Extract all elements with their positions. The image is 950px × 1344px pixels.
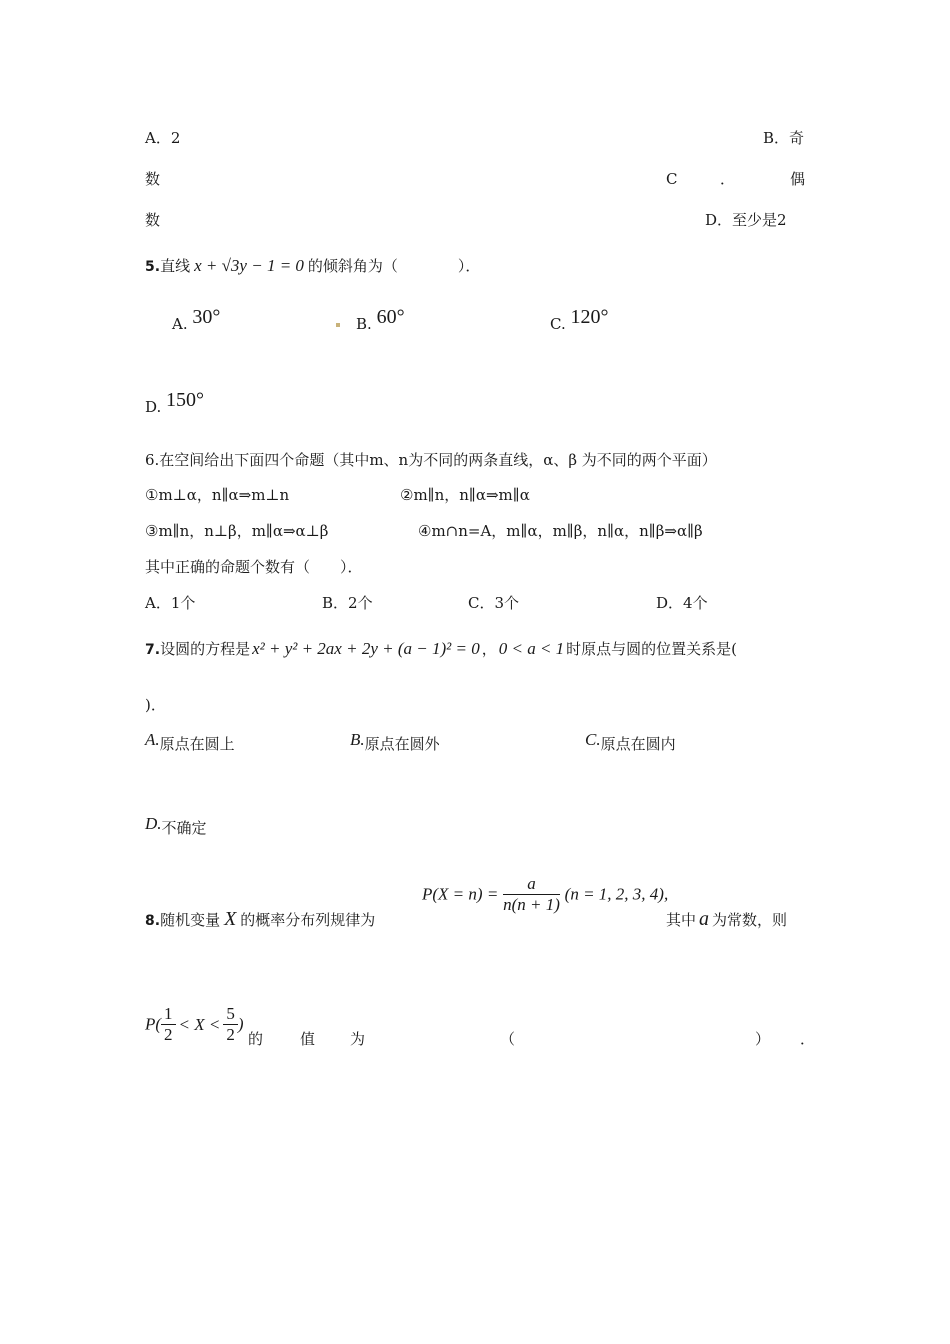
q5-option-c-label: C. <box>550 315 566 333</box>
q4-option-c-right: 偶 <box>790 170 806 188</box>
q5-option-d <box>145 389 205 417</box>
q5-option-d-label: D. <box>145 398 162 416</box>
q7-pre: 设圆的方程是 <box>160 640 251 658</box>
q6-option-b: B．2个 <box>322 594 373 612</box>
q4-option-b: B．奇 <box>763 129 805 147</box>
q7-number: 7. <box>145 642 161 658</box>
q7-comma: ， <box>481 640 497 658</box>
q7-option-a <box>145 730 235 754</box>
q7-option-c-label: C. <box>585 730 601 749</box>
q8-mid: 的概率分布列规律为 <box>240 911 376 929</box>
q7-stem <box>145 639 737 660</box>
q8-end-mark: ． <box>800 1030 816 1048</box>
q8-word-wei: 为 <box>350 1030 366 1048</box>
q8-p-fraction-2 <box>223 1004 238 1045</box>
q8-p-num-2: 5 <box>223 1004 238 1025</box>
q7-option-b-label: B. <box>350 730 365 749</box>
q5-post: 的倾斜角为（ ）． <box>307 257 481 275</box>
q5-stem <box>145 256 480 277</box>
q7-close: )． <box>145 696 166 714</box>
q5-number: 5. <box>145 259 161 275</box>
q7-option-b-text: 原点在圆外 <box>364 735 440 753</box>
q4-option-c-dot: ． <box>720 170 736 188</box>
q5-option-a <box>172 306 221 334</box>
q4-option-d-left: 数 <box>145 211 161 229</box>
q8-p-left: P( <box>145 1014 162 1034</box>
q5-equation: x + √3y − 1 = 0 <box>194 256 304 275</box>
q8-formula-right: (n = 1, 2, 3, 4), <box>564 884 669 904</box>
q6-option-a: A．1个 <box>145 594 196 612</box>
q5-option-c-value: 120° <box>570 306 609 328</box>
q5-option-c <box>550 306 609 334</box>
q5-pre: 直线 <box>160 257 191 275</box>
q7-option-b <box>350 730 440 754</box>
q6-option-c: C．3个 <box>468 594 520 612</box>
q8-formula-denominator: n(n + 1) <box>503 895 560 914</box>
q5-option-b-value: 60° <box>376 306 405 328</box>
q8-probability-expression <box>145 1004 244 1045</box>
q7-option-c-text: 原点在圆内 <box>600 735 676 753</box>
q5-option-a-label: A. <box>172 315 188 333</box>
q8-pre: 随机变量 <box>160 911 221 929</box>
q4-option-c-left: 数 <box>145 170 161 188</box>
q8-formula-numerator: a <box>503 874 560 895</box>
q8-distribution-formula <box>422 874 668 915</box>
q5-option-a-value: 30° <box>192 306 221 328</box>
q6-proposition-1: ①m⊥α，n∥α⇒m⊥n <box>145 486 290 504</box>
q8-p-fraction-1 <box>161 1004 176 1045</box>
q8-tail1: 其中 <box>666 911 697 929</box>
q8-constant: a <box>699 908 710 930</box>
q8-word-zhi: 值 <box>300 1030 316 1048</box>
q7-option-d-text: 不确定 <box>161 819 207 837</box>
q7-equation: x² + y² + 2ax + 2y + (a − 1)² = 0 <box>252 639 480 658</box>
q8-stem-right <box>666 909 787 930</box>
q8-close-paren: ） <box>755 1030 771 1048</box>
q7-option-d-label: D. <box>145 814 162 833</box>
q6-option-d: D．4个 <box>656 594 708 612</box>
q7-option-a-label: A. <box>145 730 160 749</box>
q8-word-de: 的 <box>248 1030 264 1048</box>
q7-option-a-text: 原点在圆上 <box>159 735 235 753</box>
q6-question: 其中正确的命题个数有（ ）． <box>145 558 363 576</box>
q4-option-d: D．至少是2 <box>705 211 787 229</box>
q8-p-den-1: 2 <box>164 1025 173 1044</box>
q8-tail2: 为常数，则 <box>712 911 788 929</box>
q6-proposition-3: ③m∥n，n⊥β，m∥α⇒α⊥β <box>145 522 329 540</box>
q7-option-c <box>585 730 676 754</box>
q7-condition: 0 < a < 1 <box>498 639 565 658</box>
q6-proposition-2: ②m∥n，n∥α⇒m∥α <box>400 486 530 504</box>
q8-p-num-1: 1 <box>161 1004 176 1025</box>
q5-option-b <box>356 306 405 334</box>
stray-dot <box>336 323 340 327</box>
q7-option-d <box>145 814 207 838</box>
q4-option-c-letter: C <box>666 170 678 188</box>
q4-option-a: A．2 <box>145 129 181 147</box>
q5-option-b-label: B. <box>356 315 372 333</box>
q8-number: 8. <box>145 913 161 929</box>
q8-p-mid: < X < <box>178 1014 221 1034</box>
q8-p-den-2: 2 <box>226 1025 235 1044</box>
q8-open-paren: （ <box>500 1030 516 1048</box>
q8-formula-left: P(X = n) = <box>422 884 499 904</box>
q8-stem-left <box>145 909 375 931</box>
q6-stem: 6.在空间给出下面四个命题（其中m、n为不同的两条直线，α、β 为不同的两个平面） <box>145 451 717 469</box>
q8-formula-fraction <box>503 874 560 915</box>
q5-option-d-value: 150° <box>166 389 205 411</box>
q7-post: 时原点与圆的位置关系是( <box>566 640 738 658</box>
q8-p-right: ) <box>237 1014 244 1034</box>
q6-proposition-4: ④m∩n=A，m∥α，m∥β，n∥α，n∥β⇒α∥β <box>418 522 703 540</box>
q8-variable: X <box>224 908 237 930</box>
